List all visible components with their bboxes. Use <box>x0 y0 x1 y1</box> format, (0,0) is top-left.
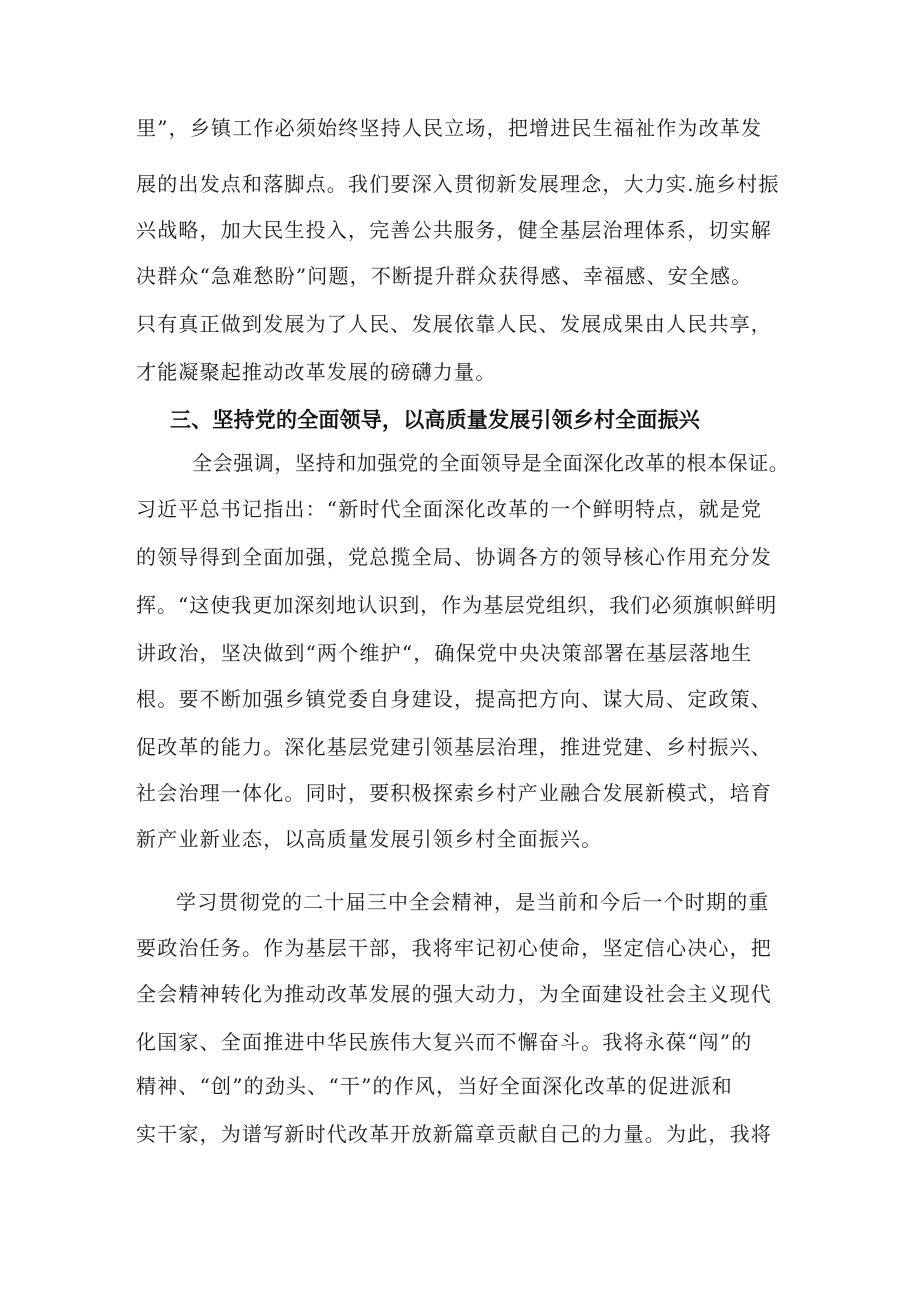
paragraph-line: 化国家、全面推进中华民族伟大复兴而不懈奋斗。我将永葆“闯”的 <box>136 1030 753 1054</box>
paragraph-line: 学习贯彻党的二十届三中全会精神，是当前和今后一个时期的重 <box>176 890 770 914</box>
paragraph-line: 社会治理一体化。同时，要积极探索乡村产业融合发展新模式，培育 <box>136 781 772 805</box>
paragraph-line: 的领导得到全面加强，党总揽全局、协调各方的领导核心作用充分发 <box>136 545 772 569</box>
paragraph-line: 兴战略，加大民生投入，完善公共服务，健全基层治理体系，切实解 <box>136 218 772 242</box>
paragraph-line: 精神、“创”的劲头、“干”的作风，当好全面深化改革的促进派和 <box>136 1074 733 1098</box>
paragraph-line: 新产业新业态，以高质量发展引领乡村全面振兴。 <box>136 827 603 851</box>
paragraph-line: 才能凝聚起推动改革发展的磅礴力量。 <box>136 360 497 384</box>
paragraph-line: 挥。“这使我更加深刻地认识到，作为基层党组织，我们必须旗帜鲜明 <box>136 593 778 617</box>
section-heading: 三、坚持党的全面领导，以高质量发展引领乡村全面振兴 <box>170 408 700 432</box>
paragraph-line: 促改革的能力。深化基层党建引领基层治理，推进党建、乡村振兴、 <box>136 735 772 759</box>
paragraph-line: 要政治任务。作为基层干部，我将牢记初心使命，坚定信心决心，把 <box>136 936 772 960</box>
paragraph-line: 根。要不断加强乡镇党委自身建设，提高把方向、谋大局、定政策、 <box>136 687 772 711</box>
paragraph-line: 全会强调，坚持和加强党的全面领导是全面深化改革的根本保证。 <box>192 451 790 475</box>
paragraph-line: 实干家，为谱写新时代改革开放新篇章贡献自己的力量。为此，我将 <box>136 1122 772 1146</box>
paragraph-line: 习近平总书记指出：“新时代全面深化改革的一个鲜明特点，就是党 <box>136 497 763 521</box>
paragraph-line: 展的出发点和落脚点。我们要深入贯彻新发展理念，大力实.施乡村振 <box>136 172 780 196</box>
paragraph-line: 全会精神转化为推动改革发展的强大动力，为全面建设社会主义现代 <box>136 982 772 1006</box>
paragraph-line: 讲政治，坚决做到“两个维护“，确保党中央决策部署在基层落地生 <box>136 641 753 665</box>
paragraph-line: 里”，乡镇工作必须始终坚持人民立场，把增进民生福祉作为改革发 <box>136 116 763 140</box>
paragraph-line: 决群众“急难愁盼”问题，不断提升群众获得感、幸福感、安全感。 <box>136 264 753 288</box>
paragraph-line: 只有真正做到发展为了人民、发展依靠人民、发展成果由人民共享， <box>136 312 772 336</box>
